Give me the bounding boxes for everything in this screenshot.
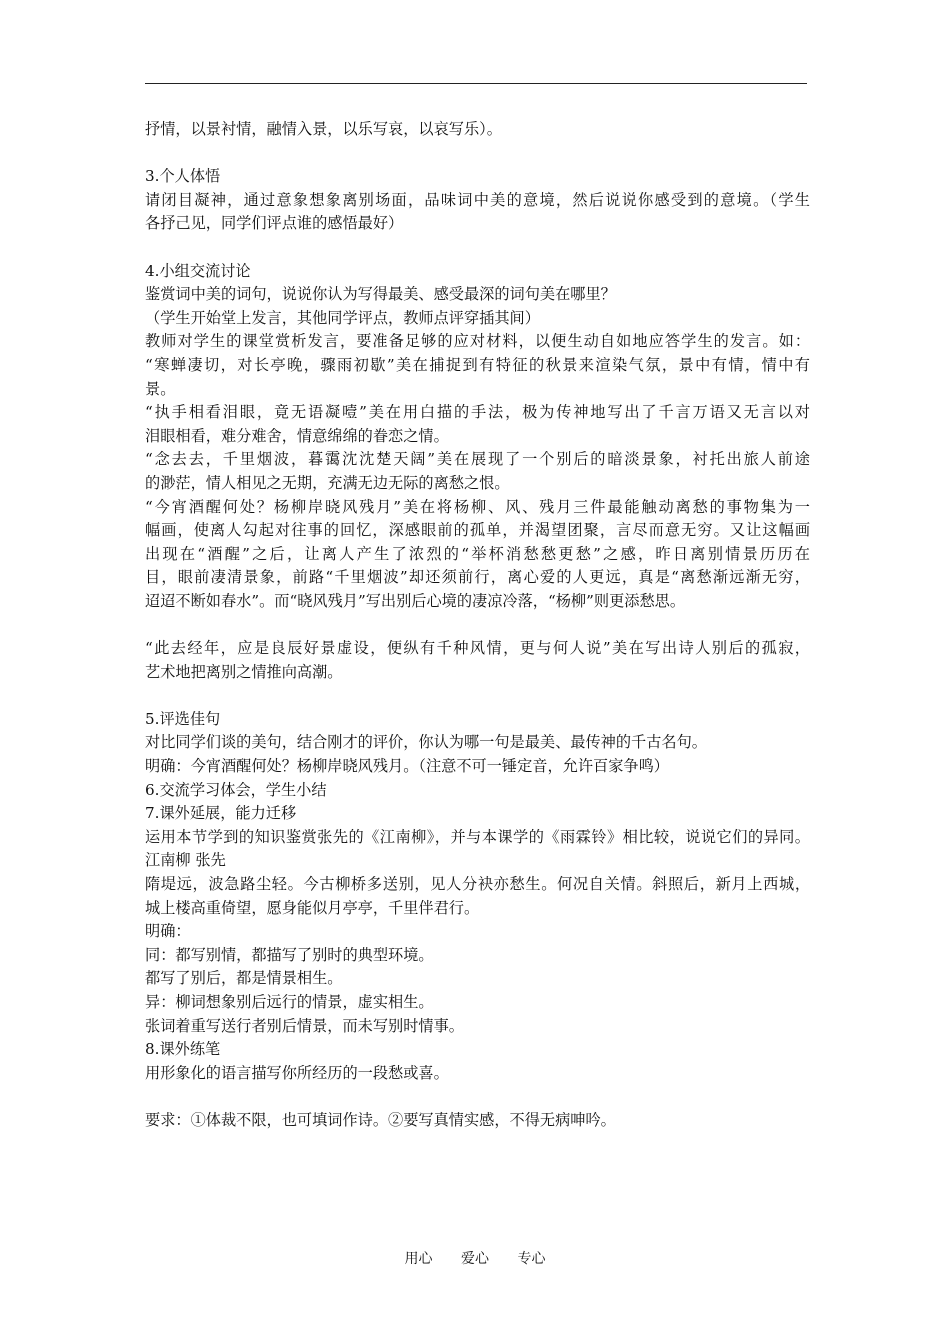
page-footer — [0, 1248, 950, 1268]
text-line: 教师对学生的课堂赏析发言，要准备足够的应对材料，以便生动自如地应答学生的发言。如： — [145, 332, 810, 351]
header-rule — [145, 83, 807, 84]
text-line: （学生开始堂上发言，其他同学评点，教师点评穿插其间） — [145, 308, 540, 327]
text-line: 要求：①体裁不限，也可填词作诗。②要写真情实感，不得无病呻吟。 — [145, 1110, 616, 1129]
text-line: 景。 — [145, 379, 176, 398]
text-line: “念去去，千里烟波，暮霭沈沈楚天阔”美在展现了一个别后的暗淡景象，衬托出旅人前途 — [145, 450, 810, 469]
footer-item-1: 用心 — [404, 1251, 433, 1267]
text-line: 明确： — [145, 922, 191, 941]
text-line: 同：都写别情，都描写了别时的典型环境。 — [145, 945, 434, 964]
text-line: 4.小组交流讨论 — [145, 261, 251, 280]
text-line: 隋堤远，波急路尘轻。今古柳桥多送别，见人分袂亦愁生。何况自关情。斜照后，新月上西城， — [145, 875, 810, 893]
text-line: 7.课外延展，能力迁移 — [145, 804, 297, 823]
paragraph-gap — [145, 613, 810, 637]
text-line: 城上楼高重倚望，愿身能似月亭亭，千里伴君行。 — [145, 898, 480, 917]
text-line: 都写了别后，都是情景相生。 — [145, 969, 343, 988]
text-line: 江南柳 张先 — [145, 851, 226, 870]
text-line: “今宵酒醒何处？杨柳岸晓风残月”美在将杨柳、风、残月三件最能触动离愁的事物集为一 — [145, 497, 810, 516]
text-line: 鉴赏词中美的词句，说说你认为写得最美、感受最深的词句美在哪里？ — [145, 285, 616, 304]
paragraph-gap — [145, 1085, 810, 1109]
text-line: 明确：今宵酒醒何处？杨柳岸晓风残月。（注意不可一锤定音，允许百家争鸣） — [145, 757, 669, 776]
text-line: 用形象化的语言描写你所经历的一段愁或喜。 — [145, 1063, 449, 1082]
text-line: 8.课外练笔 — [145, 1040, 221, 1059]
footer-item-3: 专心 — [517, 1251, 546, 1267]
text-line: 各抒己见，同学们评点谁的感悟最好） — [145, 214, 404, 233]
paragraph-gap — [145, 142, 810, 166]
footer-item-2: 爱心 — [461, 1251, 489, 1267]
text-line: 6.交流学习体会，学生小结 — [145, 780, 327, 799]
text-line: 出现在“酒醒”之后，让离人产生了浓烈的“举杯消愁愁更愁”之感，昨日离别情景历历在 — [145, 544, 810, 563]
document-body — [145, 118, 810, 1133]
text-line: 迢迢不断如春水”。而“晓风残月”写出别后心境的凄凉冷落，“杨柳”则更添愁思。 — [145, 591, 686, 610]
text-line: 艺术地把离别之情推向高潮。 — [145, 662, 343, 681]
text-line: 运用本节学到的知识鉴赏张先的《江南柳》，并与本课学的《雨霖铃》相比较，说说它们的异同。 — [145, 827, 810, 846]
paragraph-gap — [145, 684, 810, 708]
text-line: 异：柳词想象别后远行的情景，虚实相生。 — [145, 992, 434, 1011]
text-line: 的渺茫，情人相见之无期，充满无边无际的离愁之恨。 — [145, 473, 510, 492]
text-line: 泪眼相看，难分难舍，情意绵绵的眷恋之情。 — [145, 426, 449, 445]
text-line: 幅画，使离人勾起对往事的回忆，深感眼前的孤单，并渴望团聚，言尽而意无穷。又让这幅画 — [145, 521, 810, 540]
text-line: 3.个人体悟 — [145, 167, 221, 186]
paragraph-gap — [145, 236, 810, 260]
text-line: 目，眼前凄清景象，前路“千里烟波”却还须前行，离心爱的人更远，真是“离愁渐远渐无穷， — [145, 568, 810, 587]
text-line: “寒蝉凄切，对长亭晚，骤雨初歇”美在捕捉到有特征的秋景来渲染气氛，景中有情，情中有 — [145, 355, 810, 374]
text-line: 5.评选佳句 — [145, 709, 221, 728]
text-line: “此去经年，应是良辰好景虚设，便纵有千种风情，更与何人说”美在写出诗人别后的孤寂， — [145, 639, 810, 658]
text-line: 抒情，以景衬情，融情入景，以乐写哀，以哀写乐）。 — [145, 120, 502, 138]
text-line: 请闭目凝神，通过意象想象离别场面，品味词中美的意境，然后说说你感受到的意境。（学生 — [145, 190, 810, 209]
text-line: 对比同学们谈的美句，结合刚才的评价，你认为哪一句是最美、最传神的千古名句。 — [145, 733, 707, 752]
text-line: 张词着重写送行者别后情景，而未写别时情事。 — [145, 1016, 464, 1035]
text-line: “执手相看泪眼，竟无语凝噎”美在用白描的手法，极为传神地写出了千言万语又无言以对 — [145, 403, 810, 422]
